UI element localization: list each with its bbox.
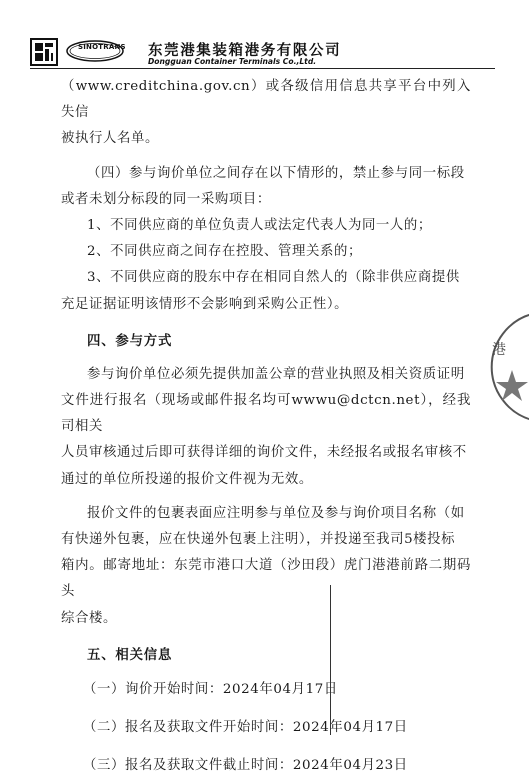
paragraph-line: 人员审核通过后即可获得详细的询价文件，未经报名或报名审核不	[61, 445, 467, 461]
company-name-cn: 东莞港集装箱港务有限公司	[148, 43, 342, 59]
date-item: （一）询价开始时间：2024年04月17日	[83, 681, 338, 697]
badge-text: SINOTRANS	[78, 43, 126, 51]
seal-stamp-icon	[482, 312, 529, 422]
paragraph-line: （www.creditchina.gov.cn）或各级信用信息共享平台中列入失信	[61, 79, 471, 121]
header-divider	[30, 68, 495, 69]
paragraph-line: 有快递外包裹，应在快递外包裹上注明），并投递至我司5楼投标	[61, 532, 456, 548]
paragraph-line: 或者未划分标段的同一采购项目：	[61, 191, 271, 207]
section-heading: 五、相关信息	[87, 646, 173, 663]
company-logo-icon	[30, 38, 58, 66]
paragraph-line: 综合楼。	[61, 610, 117, 626]
list-item: 1、不同供应商的单位负责人或法定代表人为同一人的；	[87, 218, 432, 234]
paragraph-line: 文件进行报名（现场或邮件报名均可wwwu@dctcn.net），经我司相关	[61, 393, 471, 435]
paragraph-line: （四）参与询价单位之间存在以下情形的，禁止参与同一标段	[87, 165, 465, 181]
date-item: （二）报名及获取文件开始时间：2024年04月17日	[83, 719, 408, 735]
paragraph-line: 参与询价单位必须先提供加盖公章的营业执照及相关资质证明	[87, 366, 465, 382]
list-item: 2、不同供应商之间存在控股、管理关系的；	[87, 244, 362, 260]
paragraph-line: 箱内。邮寄地址：东莞市港口大道（沙田段）虎门港港前路二期码头	[61, 558, 471, 600]
document-body	[61, 74, 471, 778]
stamp-text: 港	[492, 342, 506, 358]
paragraph-line: 报价文件的包裹表面应注明参与单位及参与询价项目名称（如	[87, 505, 465, 521]
list-item: 3、不同供应商的股东中存在相同自然人的（除非供应商提供	[87, 270, 460, 286]
company-name-en: Dongguan Container Terminals Co.,Ltd.	[148, 57, 317, 66]
letterhead	[30, 36, 490, 70]
list-item: 充足证据证明该情形不会影响到采购公正性）。	[61, 296, 349, 312]
date-item: （三）报名及获取文件截止时间：2024年04月23日	[83, 757, 408, 773]
section-heading: 四、参与方式	[87, 332, 173, 349]
paragraph-line: 通过的单位所投递的报价文件视为无效。	[61, 471, 313, 487]
paragraph-line: 被执行人名单。	[61, 131, 159, 147]
margin-line	[330, 585, 331, 735]
